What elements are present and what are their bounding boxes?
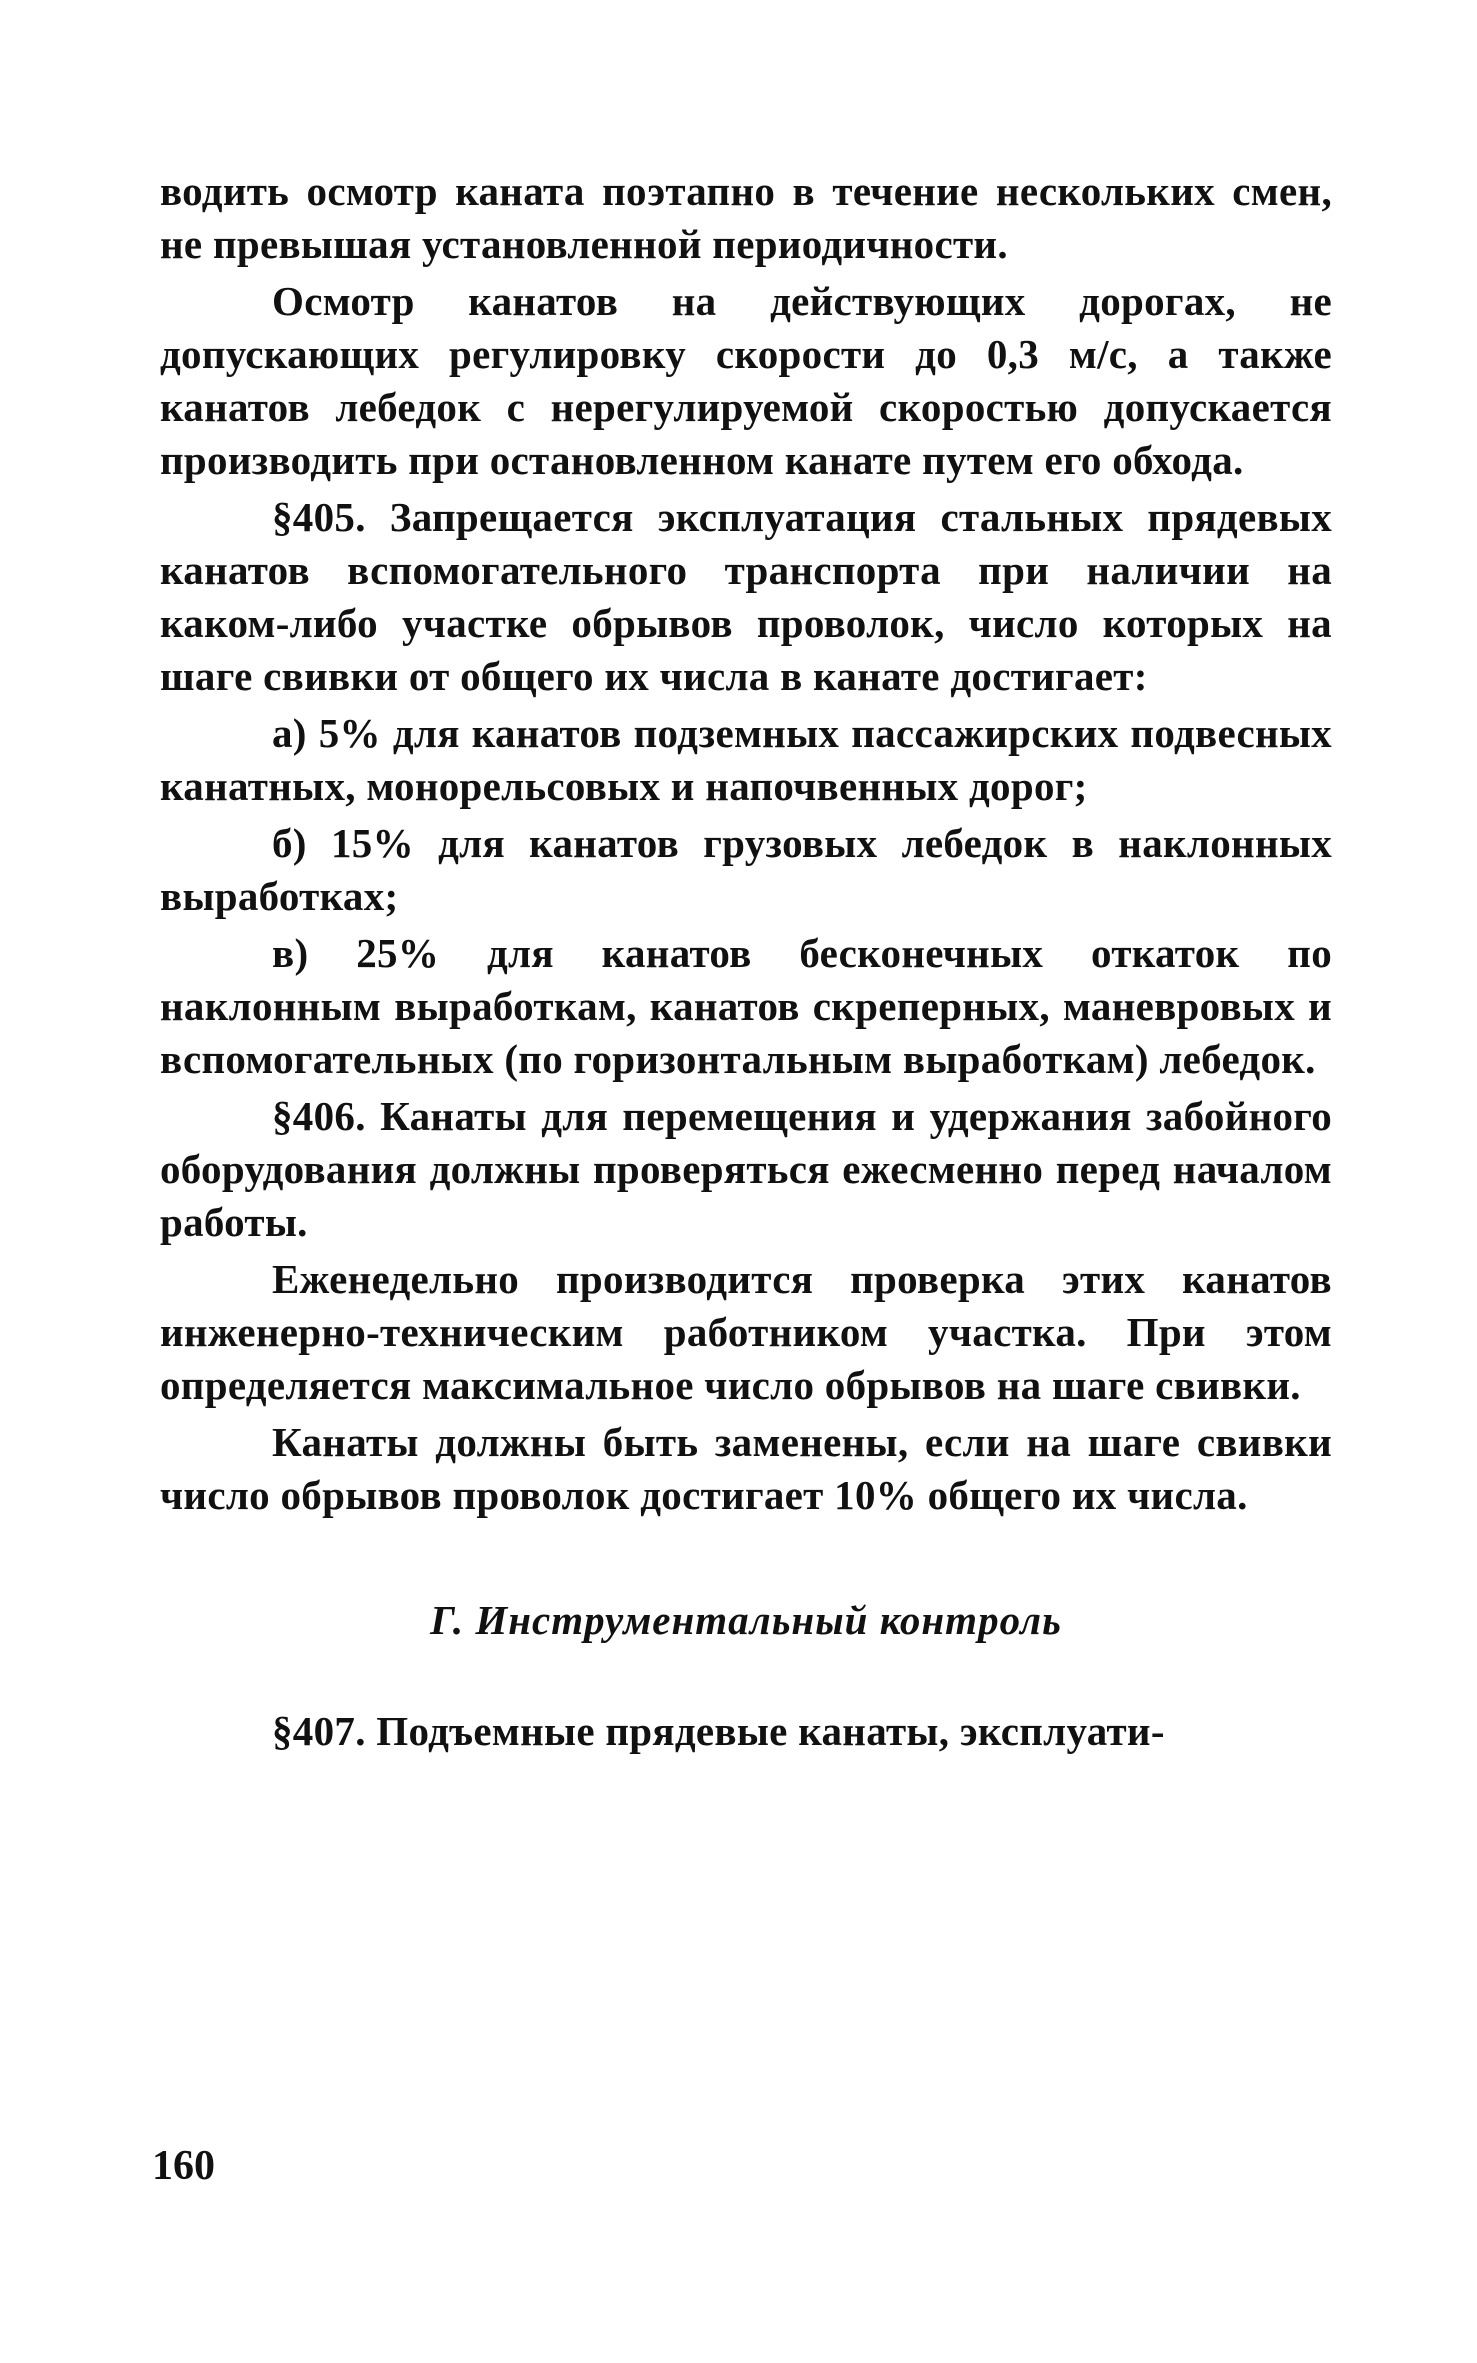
- page-number: 160: [152, 2143, 215, 2189]
- paragraph-replacement: Канаты должны быть заменены, если на шаге свивки число обрывов проволок достигает 10% общего их числа.: [160, 1419, 1332, 1518]
- body-text: [160, 165, 1332, 1762]
- list-item-b: б) 15% для канатов грузовых лебедок в наклонных выработках;: [160, 820, 1332, 919]
- paragraph-section-405: §405. Запрещается эксплуатация стальных прядевых канатов вспомогательного транспорта при наличии на каком-либо участке обрывов проволок, число которых на шаге свивки от общего их числа в канате достигает:: [160, 494, 1332, 699]
- paragraph-weekly-check: Еженедельно производится проверка этих канатов инженерно-техническим работником участка. При этом определяется максимальное число обрывов на шаге свивки.: [160, 1256, 1332, 1408]
- section-heading: Г. Инструментальный контроль: [430, 1597, 1062, 1643]
- paragraph-section-406: §406. Канаты для перемещения и удержания забойного оборудования должны проверяться ежесменно перед началом работы.: [160, 1093, 1332, 1245]
- paragraph-continuation: водить осмотр каната поэтапно в течение нескольких смен, не превышая установленной периодичности.: [160, 168, 1332, 267]
- list-item-c: в) 25% для канатов бесконечных откаток по наклонным выработкам, канатов скреперных, маневровых и вспомогательных (по горизонтальным выработкам) лебедок.: [160, 930, 1332, 1082]
- paragraph-section-407: §407. Подъемные прядевые канаты, эксплуати-: [272, 1708, 1165, 1754]
- list-item-a: а) 5% для канатов подземных пассажирских подвесных канатных, монорельсовых и напочвенных дорог;: [160, 710, 1332, 809]
- paragraph-inspection: Осмотр канатов на действующих дорогах, не допускающих регулировку скорости до 0,3 м/с, а также канатов лебедок с нерегулируемой скоростью допускается производить при остановленном канате путем его обхода.: [160, 278, 1332, 483]
